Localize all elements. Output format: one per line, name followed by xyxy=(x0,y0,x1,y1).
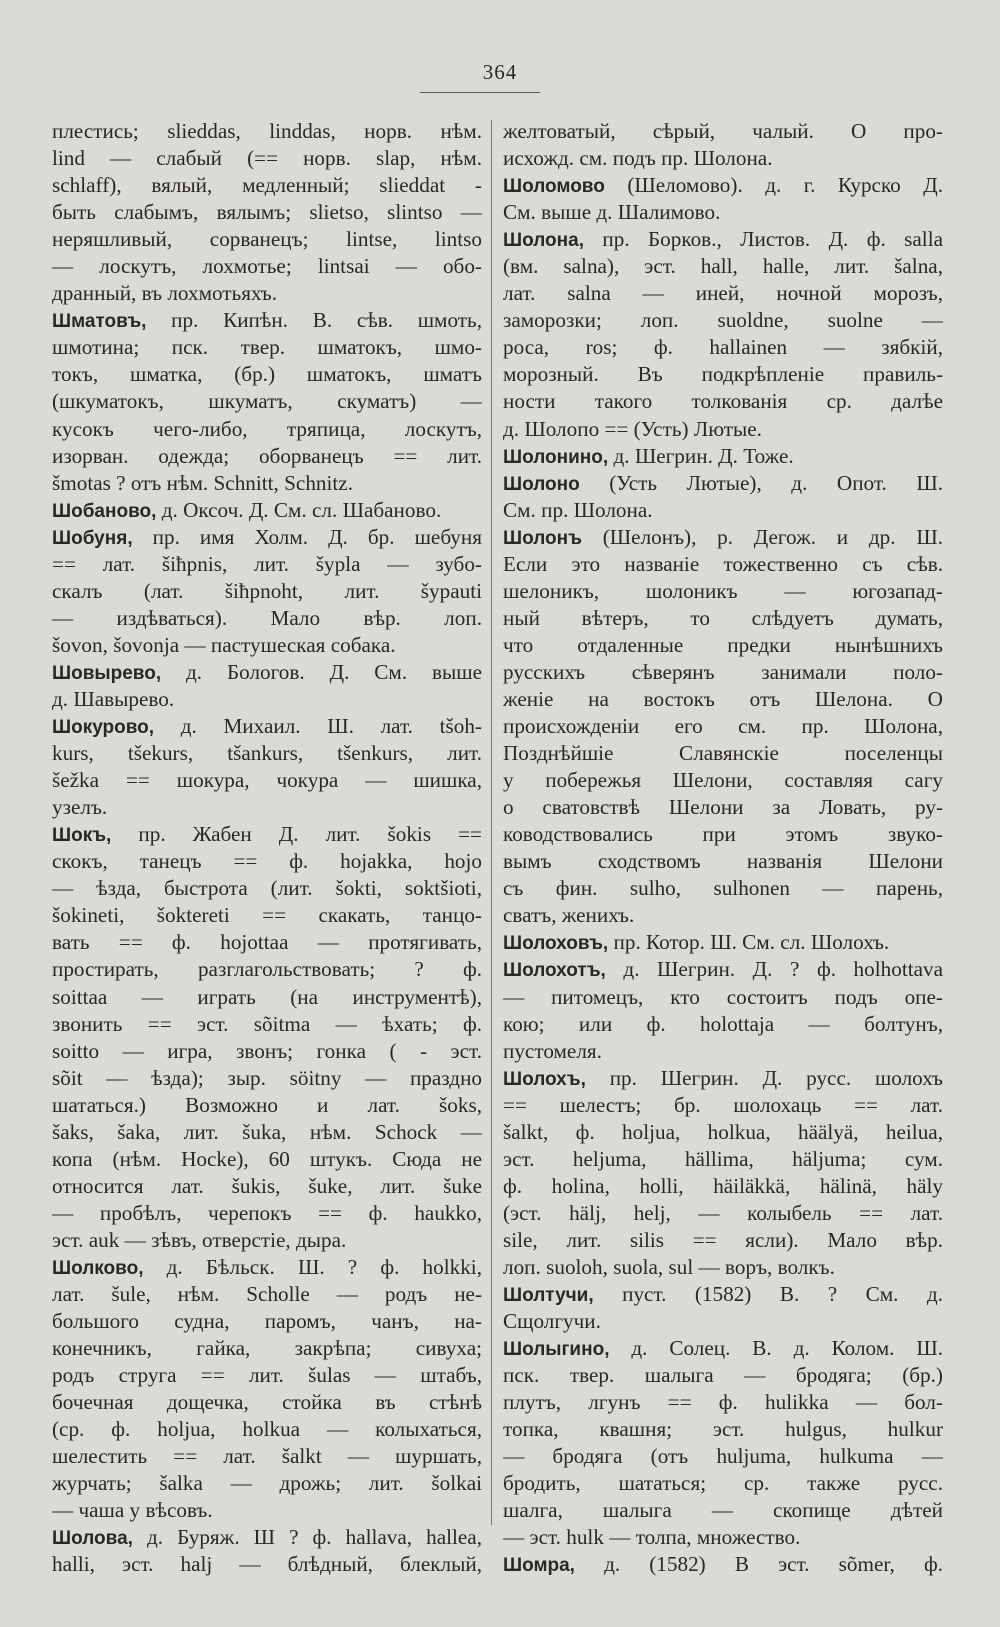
headword: Шоломово xyxy=(503,176,605,198)
line-text: ководствовались при этомъ звуко- xyxy=(503,822,943,847)
line-text: морозный. Въ подкрѣпленіе правиль- xyxy=(503,362,943,387)
line-text: ный вѣтеръ, то слѣдуетъ думать, xyxy=(503,605,943,630)
line-text: большого судна, паромъ, чанъ, на- xyxy=(52,1309,482,1334)
line-text: д. Оксоч. Д. См. сл. Шабаново. xyxy=(156,497,442,522)
text-line xyxy=(503,361,943,388)
text-line xyxy=(503,226,943,253)
text-line xyxy=(52,767,482,794)
line-text: кусокъ чего-либо, тряпица, лоскутъ, xyxy=(52,416,482,441)
text-line xyxy=(52,1551,482,1578)
line-text: šokineti, šoktereti == скакать, танцо- xyxy=(52,903,482,928)
text-line xyxy=(52,902,482,929)
line-text: родъ струга == лит. šulas — штабъ, xyxy=(52,1363,482,1388)
line-text: Если это названіе тожественно съ сѣв. xyxy=(503,551,943,576)
line-text: изорван. одежда; оборванецъ == лит. xyxy=(52,443,482,468)
text-line xyxy=(503,686,943,713)
line-text: узелъ. xyxy=(52,795,108,820)
headword: Шолонино, xyxy=(503,446,609,468)
text-line xyxy=(503,1200,943,1227)
line-text: д. Шолопо == (Усть) Лютые. xyxy=(503,416,762,441)
line-text: — питомецъ, кто состоитъ подъ опе- xyxy=(503,984,943,1009)
line-text: шалга, шалыга — скопище дѣтей xyxy=(503,1498,943,1523)
text-line xyxy=(52,443,482,470)
line-text: šmotas ? отъ нѣм. Schnitt, Schnitz. xyxy=(52,470,354,495)
text-line xyxy=(52,659,482,686)
headword: Шомра, xyxy=(503,1555,575,1577)
line-text: лат. salna — иней, ночной морозъ, xyxy=(503,281,943,306)
headword: Шолова, xyxy=(52,1528,133,1550)
page-number-rule xyxy=(420,92,540,93)
text-line xyxy=(52,1497,482,1524)
text-line xyxy=(52,848,482,875)
text-line xyxy=(52,1011,482,1038)
text-line xyxy=(503,1551,943,1578)
line-text: топка, квашня; эст. hulgus, hulkur xyxy=(503,1417,943,1442)
text-line xyxy=(52,470,482,497)
line-text: звонить == эст. sõitma — ѣхать; ф. xyxy=(52,1011,482,1036)
line-text: что отдаленные предки нынѣшнихъ xyxy=(503,632,943,657)
line-text: — лоскутъ, лохмотье; lintsai — обо- xyxy=(52,254,482,279)
text-line xyxy=(503,1470,943,1497)
text-line xyxy=(52,929,482,956)
text-line xyxy=(52,524,482,551)
text-line xyxy=(52,1389,482,1416)
line-text: вать == ф. hojottaa — протягивать, xyxy=(52,930,482,955)
line-text: о сватовствѣ Шелони за Ловать, ру- xyxy=(503,795,943,820)
line-text: пр. Жабен Д. лит. šokis == xyxy=(111,822,482,847)
headword: Шолона, xyxy=(503,230,584,252)
text-line xyxy=(503,470,943,497)
line-text: женіе на востокъ отъ Шелона. О xyxy=(503,686,943,711)
line-text: (эст. hälj, helj, — колыбель == лат. xyxy=(503,1200,943,1225)
headword: Шобаново, xyxy=(52,500,157,522)
line-text: съ фин. sulho, sulhonen — парень, xyxy=(503,876,943,901)
line-text: См. пр. Шолона. xyxy=(503,497,653,522)
headword: Шолохъ, xyxy=(503,1068,586,1090)
text-line xyxy=(503,280,943,307)
line-text: бочечная дощечка, стойка въ стѣнѣ xyxy=(52,1390,482,1415)
line-text: копа (нѣм. Hocke), 60 штукъ. Сюда не xyxy=(52,1146,482,1171)
line-text: д. Бѣльск. Ш. ? ф. holkki, xyxy=(143,1254,482,1279)
line-text: происхожденіи его см. пр. Шолона, xyxy=(503,714,943,739)
headword: Шолоно xyxy=(503,473,580,495)
text-line xyxy=(503,497,943,524)
text-line xyxy=(52,1524,482,1551)
text-line xyxy=(52,416,482,443)
text-line xyxy=(503,1443,943,1470)
line-text: lind — слабый (== норв. slap, нѣм. xyxy=(52,146,482,171)
text-line xyxy=(52,1362,482,1389)
text-line xyxy=(52,956,482,983)
text-line xyxy=(503,929,943,956)
text-line xyxy=(52,686,482,713)
line-text: пр. Кипѣн. В. сѣв. шмоть, xyxy=(146,308,482,333)
text-line xyxy=(52,605,482,632)
text-line xyxy=(503,848,943,875)
line-text: д. Солец. В. д. Колом. Ш. xyxy=(609,1336,943,1361)
line-text: исхожд. см. подъ пр. Шолона. xyxy=(503,146,773,171)
line-text: у побережья Шелони, составляя сагу xyxy=(503,768,943,793)
headword: Шматовъ, xyxy=(52,311,147,333)
line-text: лоп. suoloh, suola, sul — воръ, волкъ. xyxy=(503,1254,835,1279)
text-line xyxy=(503,172,943,199)
text-line xyxy=(503,794,943,821)
text-line xyxy=(52,1308,482,1335)
line-text: кою; или ф. holottaja — болтунъ, xyxy=(503,1011,943,1036)
line-text: šaks, šaka, лит. šuka, нѣм. Schock — xyxy=(52,1119,482,1144)
headword: Шовырево, xyxy=(52,662,162,684)
line-text: русскихъ сѣверянъ занимали поло- xyxy=(503,659,943,684)
line-text: soitto — игра, звонъ; гонка ( - эст. xyxy=(52,1038,482,1063)
text-line xyxy=(52,1200,482,1227)
text-line xyxy=(503,578,943,605)
left-column xyxy=(52,118,482,1579)
text-line xyxy=(52,551,482,578)
text-line xyxy=(503,821,943,848)
text-line xyxy=(52,1146,482,1173)
text-line xyxy=(52,1443,482,1470)
line-text: плестись; slieddas, linddas, норв. нѣм. xyxy=(52,119,482,143)
text-line xyxy=(503,875,943,902)
line-text: (ср. ф. holjua, holkua — колыхаться, xyxy=(52,1417,482,1442)
text-line xyxy=(503,1362,943,1389)
line-text: шелестить == лат. šalkt — шуршать, xyxy=(52,1444,482,1469)
line-text: желтоватый, сѣрый, чалый. О про- xyxy=(503,119,943,143)
text-line xyxy=(503,199,943,226)
text-line xyxy=(503,524,943,551)
headword: Шолохотъ, xyxy=(503,960,606,982)
text-line xyxy=(503,443,943,470)
headword: Шолково, xyxy=(52,1257,144,1279)
text-line xyxy=(52,388,482,415)
text-line xyxy=(52,307,482,334)
line-text: сватъ, женихъ. xyxy=(503,903,635,928)
line-text: шелоникъ, шолоникъ — югозапад- xyxy=(503,578,943,603)
text-line xyxy=(503,740,943,767)
text-line xyxy=(52,253,482,280)
line-text: (вм. salna), эст. hall, halle, лит. šalna, xyxy=(503,254,943,279)
text-line xyxy=(503,307,943,334)
line-text: токъ, шматка, (бр.) шматокъ, шматъ xyxy=(52,362,482,387)
text-line xyxy=(503,632,943,659)
text-line xyxy=(52,875,482,902)
line-text: (Шелонъ), р. Дегож. и др. Ш. xyxy=(581,524,943,549)
line-text: Сщолгучи. xyxy=(503,1309,601,1334)
text-line xyxy=(503,956,943,983)
text-line xyxy=(503,253,943,280)
text-line xyxy=(52,118,482,145)
line-text: (Шеломово). д. г. Курско Д. xyxy=(604,173,943,198)
headword: Шобуня, xyxy=(52,527,133,549)
line-text: плутъ, лгунъ == ф. hulikka — бол- xyxy=(503,1390,943,1415)
line-text: — издѣваться). Мало вѣр. лоп. xyxy=(52,605,482,630)
column-divider xyxy=(491,120,492,1525)
line-text: эст. heljuma, hällima, häljuma; сум. xyxy=(503,1146,943,1171)
text-line xyxy=(503,1308,943,1335)
line-text: пр. Котор. Ш. См. сл. Шолохъ. xyxy=(608,930,890,955)
line-text: д. Шегрин. Д. ? ф. holhottava xyxy=(605,957,943,982)
line-text: == шелестъ; бр. шолохаць == лат. xyxy=(503,1092,943,1117)
line-text: — чаша у вѣсовъ. xyxy=(52,1498,213,1523)
text-line xyxy=(503,1146,943,1173)
line-text: пр. Борков., Листов. Д. ф. salla xyxy=(583,227,943,252)
text-line xyxy=(503,1092,943,1119)
text-line xyxy=(52,713,482,740)
line-text: вымъ сходствомъ названія Шелони xyxy=(503,849,943,874)
headword: Шолоховъ, xyxy=(503,933,609,955)
text-line xyxy=(503,1335,943,1362)
text-line xyxy=(503,1524,943,1551)
line-text: šežka == шокура, чокура — шишка, xyxy=(52,768,482,793)
line-text: д. Михаил. Ш. лат. tšoh- xyxy=(154,714,482,739)
text-line xyxy=(503,388,943,415)
text-line xyxy=(503,1173,943,1200)
headword: Шолонъ xyxy=(503,527,582,549)
text-line xyxy=(503,1389,943,1416)
line-text: неряшливый, сорванецъ; lintse, lintso xyxy=(52,227,482,252)
text-line xyxy=(52,740,482,767)
line-text: заморозки; лоп. suoldne, suolne — xyxy=(503,308,943,333)
line-text: шататься.) Возможно и лат. šoks, xyxy=(52,1092,482,1117)
headword: Шолыгино, xyxy=(503,1339,610,1361)
text-line xyxy=(503,1497,943,1524)
line-text: пск. твер. шалыга — бродяга; (бр.) xyxy=(503,1363,943,1388)
headword: Шокурово, xyxy=(52,717,155,739)
line-text: шмотина; пск. твер. шматокъ, шмо- xyxy=(52,335,482,360)
text-line xyxy=(52,1038,482,1065)
text-line xyxy=(503,118,943,145)
page-number: 364 xyxy=(482,60,518,84)
line-text: журчать; šalka — дрожь; лит. šolkai xyxy=(52,1471,482,1496)
text-line xyxy=(503,1065,943,1092)
text-line xyxy=(503,145,943,172)
headword: Шолтучи, xyxy=(503,1285,594,1307)
line-text: — эст. hulk — толпа, множество. xyxy=(503,1525,801,1550)
text-line xyxy=(52,1092,482,1119)
text-line xyxy=(503,1416,943,1443)
text-line xyxy=(52,1173,482,1200)
line-text: šalkt, ф. holjua, holkua, häälyä, heilua, xyxy=(503,1119,943,1144)
text-line xyxy=(503,984,943,1011)
text-line xyxy=(503,605,943,632)
text-line xyxy=(52,145,482,172)
line-text: Позднѣйшіе Славянскіе поселенцы xyxy=(503,741,943,766)
line-text: sõit — ѣзда); зыр. söitny — праздно xyxy=(52,1065,482,1090)
line-text: бродить, шататься; ср. также русс. xyxy=(503,1471,943,1496)
line-text: == лат. šiħpnis, лит. šypla — зубо- xyxy=(52,551,482,576)
line-text: schlaff), вялый, медленный; slieddat - xyxy=(52,173,482,198)
line-text: halli, эст. halj — блѣдный, блеклый, xyxy=(52,1552,482,1577)
text-line xyxy=(503,1119,943,1146)
text-line xyxy=(52,821,482,848)
line-text: простирать, разглагольствовать; ? ф. xyxy=(52,957,482,982)
line-text: скалъ (лат. šiħpnoht, лит. šypauti xyxy=(52,578,482,603)
line-text: пуст. (1582) В. ? См. д. xyxy=(593,1282,943,1307)
text-line xyxy=(52,1416,482,1443)
text-line xyxy=(503,416,943,443)
text-line xyxy=(503,767,943,794)
right-column xyxy=(503,118,943,1579)
line-text: пустомеля. xyxy=(503,1038,602,1063)
line-text: лат. šule, нѣм. Scholle — родъ не- xyxy=(52,1282,482,1307)
line-text: быть слабымъ, вялымъ; slietso, slintso — xyxy=(52,200,482,225)
text-line xyxy=(52,1470,482,1497)
headword: Шокъ, xyxy=(52,825,112,847)
line-text: šovon, šovonja — пастушеская собака. xyxy=(52,632,396,657)
text-line xyxy=(52,794,482,821)
line-text: пр. имя Холм. Д. бр. шебуня xyxy=(132,524,482,549)
text-line xyxy=(503,1281,943,1308)
line-text: ности такого толкованія ср. далѣе xyxy=(503,389,943,414)
line-text: относится лат. šukis, šuke, лит. šuke xyxy=(52,1173,482,1198)
line-text: д. Бологов. Д. См. выше xyxy=(161,659,482,684)
line-text: kurs, tšekurs, tšankurs, tšenkurs, лит. xyxy=(52,741,482,766)
line-text: эст. auk — зѣвъ, отверстіе, дыра. xyxy=(52,1227,347,1252)
text-line xyxy=(503,902,943,929)
text-line xyxy=(52,1281,482,1308)
text-line xyxy=(52,334,482,361)
text-line xyxy=(52,984,482,1011)
text-line xyxy=(52,578,482,605)
text-line xyxy=(503,1254,943,1281)
text-line xyxy=(503,1038,943,1065)
text-line xyxy=(52,632,482,659)
line-text: См. выше д. Шалимово. xyxy=(503,200,721,225)
line-text: — бродяга (отъ hulјuma, hulkuma — xyxy=(503,1444,943,1469)
line-text: (шкуматокъ, шкуматъ, скуматъ) — xyxy=(52,389,482,414)
text-line xyxy=(503,1227,943,1254)
text-line xyxy=(52,1227,482,1254)
line-text: soittaa — играть (на инструментѣ), xyxy=(52,984,482,1009)
line-text: (Усть Лютые), д. Опот. Ш. xyxy=(579,470,943,495)
text-line xyxy=(52,280,482,307)
text-line xyxy=(52,1254,482,1281)
text-line xyxy=(52,361,482,388)
line-text: роса, ros; ф. hallainen — зябкій, xyxy=(503,335,943,360)
line-text: д. Буряж. Ш ? ф. hallava, hallea, xyxy=(132,1525,482,1550)
line-text: пр. Шегрин. Д. русс. шолохъ xyxy=(585,1065,943,1090)
line-text: sile, лит. silis == ясли). Мало вѣр. xyxy=(503,1227,943,1252)
line-text: дранный, въ лохмотьяхъ. xyxy=(52,281,278,306)
line-text: скокъ, танецъ == ф. hojakka, hojo xyxy=(52,849,482,874)
text-line xyxy=(503,334,943,361)
line-text: д. Шегрин. Д. Тоже. xyxy=(608,443,794,468)
text-line xyxy=(52,199,482,226)
line-text: — ѣзда, быстрота (лит. šokti, soktšioti, xyxy=(52,876,482,901)
text-line xyxy=(503,1011,943,1038)
text-line xyxy=(52,226,482,253)
line-text: конечникъ, гайка, закрѣпа; сивуха; xyxy=(52,1336,482,1361)
line-text: д. (1582) В эст. sõmer, ф. xyxy=(574,1552,943,1577)
text-line xyxy=(52,497,482,524)
line-text: ф. holina, holli, häiläkkä, hälinä, häly xyxy=(503,1173,943,1198)
text-line xyxy=(52,1119,482,1146)
text-line xyxy=(503,551,943,578)
text-line xyxy=(503,659,943,686)
text-line xyxy=(52,172,482,199)
text-line xyxy=(52,1335,482,1362)
text-line xyxy=(52,1065,482,1092)
line-text: — пробѣлъ, черепокъ == ф. haukko, xyxy=(52,1200,482,1225)
line-text: д. Шавырево. xyxy=(52,686,175,711)
text-line xyxy=(503,713,943,740)
